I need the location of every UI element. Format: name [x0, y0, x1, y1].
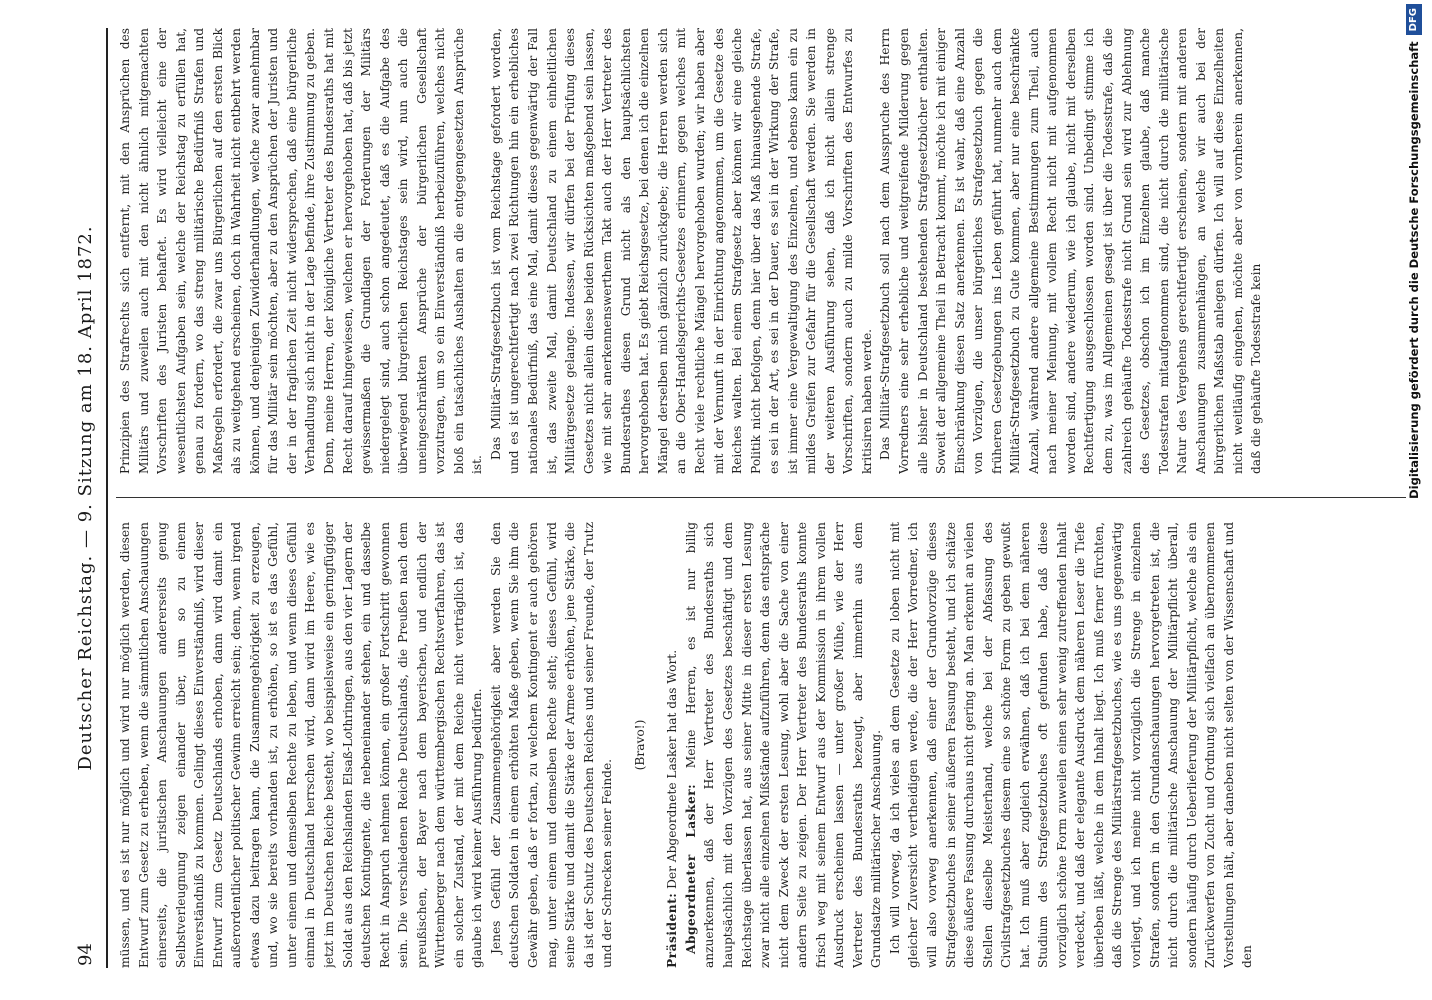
credit-text: Digitalisierung gefördert durch die Deutsche Forschungsgemeinschaft	[1407, 41, 1421, 499]
left-column	[116, 522, 1411, 968]
digitization-credit	[1404, 4, 1424, 988]
president-remark	[663, 522, 682, 968]
applause-note: (Bravo!)	[632, 719, 647, 771]
paragraph: Prinzipien des Strafrechts sich entfernt, mit den Ansprüchen des Militärs und zuweilen auch mit den nicht ähnlich mitgemachten Vorschriften des Juristen behaftet. Es wird vielleicht eine der wesentlichsten Aufgaben sein, welche der Reichstag zu erfüllen hat, genau zu fordern, wo das streng militärische Bedürfniß Strafen und Maßregeln erfordert, die zwar uns Bürgerlichen auf den ersten Blick als zu weitgehend erscheinen, doch in Wahrheit nicht entbehrt werden können, und denjenigen Zuwiderhandlungen, welche zwar annehmbar für das Militär sein möchten, aber zu den Ansprüchen der Juristen und der in der fraglichen Zeit nicht widersprechen, daß eine bürgerliche Verhandlung sich nicht in der Lage befinde, ihre Zustimmung zu geben. Denn, meine Herren, der königliche Vertreter des Bundesraths hat mit Recht darauf hingewiesen, welchen er hervorgehoben hat, daß bis jetzt gewissermaßen die Grundlagen der Forderungen der Militärs niedergelegt sind, auch schon angedeutet, daß es die Aufgabe des überwiegend bürgerlichen Reichstages sein wird, nun auch die uneingeschränkten Ansprüche der bürgerlichen Gesellschaft vorzutragen, um so ein Einverständniß herbeizuführen, welches nicht bloß ein tatsächliches Aushalten an die entgegengesetzten Ansprüche ist.	[118, 28, 485, 474]
speech-text: Meine Herren, es ist nur billig anzuerkennen, daß der Herr Vertreter des Bundesraths sich hauptsächlich mit den Vorzügen des Gesetzes beschäftigt und dem Reichstage überlassen hat, aus seiner Mitte in dieser ersten Lesung zwar nicht alle einzelnen Mißstände aufzuführen, denn das entspräche nicht dem Zweck der ersten Lesung, wohl aber die Sache von einer andern Seite zu zeigen. Der Herr Vertreter des Bundesraths konnte frisch weg mit seinem Entwurf aus der Kommission in ihrem vollen Ausdruck erscheinen lassen — unter großer Mühe, wie der Herr Vertreter des Bundesraths bezeugt, aber immerhin aus dem Grundsatze militärischer Anschauung.	[683, 522, 884, 968]
paragraph: müssen, und es ist nur möglich und wird nur möglich werden, diesen Entwurf zum Gesetz zu erheben, wenn die sämmtlichen Anschauungen einerseits, die juristischen Anschauungen andererseits genug Selbstverleugnung zeigen einander über, um so zu einem Einverständniß zu kommen. Gelingt dieses Einverständniß, wird dieser Entwurf zum Gesetz Deutschlands erhoben, dann wird damit ein außerordentlicher politischer Gewinn erreicht sein; denn, wenn irgend etwas dazu beitragen kann, die Zusammengehörigkeit zu erzeugen, und, wo sie bereits vorhanden ist, zu erhöhen, so ist es das Gefühl, unter einem und demselben Rechte zu leben, und wenn dieses Gefühl einmal in Deutschland herrschen wird, dann wird im Heere, wie es jetzt im Deutschen Reiche besteht, wo beispielsweise ein geringfügiger Soldat aus den Reichslanden Elsaß-Lothringen, aus den vier Lagern der deutschen Kontingente, die nebeneinander stehen, ein und dasselbe Recht in Anspruch nehmen können, ein großer Fortschritt gewonnen sein. Die verschiedenen Reiche Deutschlands, die Preußen nach dem preußischen, der Bayer nach dem bayerischen, und endlich der Württemberger nach dem württembergischen Rechtsverfahren, das ist ein solcher Zustand, der mit dem Reiche nicht verträglich ist, das glaube ich wird keiner Ausführung bedürfen.	[118, 522, 485, 968]
dfg-logo: DFG	[1406, 4, 1422, 35]
page-number: 94	[75, 943, 96, 966]
lasker-speech	[682, 522, 886, 968]
rotated-page	[66, 28, 1414, 968]
paragraph: Das Militär-Strafgesetzbuch soll nach dem Ausspruche des Herrn Vorredners eine sehr erhebliche und weitgreifende Milderung gegen alle bisher in Deutschland bestehenden Strafgesetzbücher enthalten. Soweit der allgemeine Theil in Betracht kommt, möchte ich mit einiger Einschränkung diesen Satz anerkennen. Es ist wahr, daß eine Anzahl von Vorzügen, die unser bürgerliches Strafgesetzbuch gegen die früheren Gesetzgebungen ins Leben geführt hat, nunmehr auch dem Militär-Strafgesetzbuch zu Gute kommen, aber nur eine beschränkte Anzahl, während andere allgemeine Bestimmungen zum Theil, auch nach meiner Meinung, mit vollem Recht nicht mit aufgenommen worden sind, andere wiederum, wie ich glaube, nicht mit derselben Rechtfertigung ausgeschlossen worden sind. Unbedingt stimme ich dem zu, was im Allgemeinen gesagt ist über die Todesstrafe, daß die zahlreich gehäufte Todesstrafe nicht Grund sein wird zur Ablehnung des Gesetzes, obschon ich im Einzelnen glaube, daß manche Todesstrafen mitaufgenommen sind, die nicht durch die militärische Natur des Vergehens gerechtfertigt erscheinen, sondern mit anderen Anschauungen zusammenhängen, an welche wir auch bei der bürgerlichen Maßstab anlegen dürfen. Ich will auf diese Einzelheiten nicht weitläufig eingehen, möchte aber von vornherein anerkennen, daß die gehäufte Todesstrafe kein	[878, 28, 1264, 474]
column-divider	[116, 497, 1406, 498]
page-title: Deutscher Reichstag. — 9. Sitzung am 18. April 1872.	[75, 225, 96, 771]
running-head	[66, 28, 108, 968]
president-text: Der Abgeordnete Lasker hat das Wort.	[665, 649, 680, 893]
right-column	[116, 28, 1411, 474]
speaker-label: Präsident:	[665, 892, 680, 968]
paragraph: Das Militär-Strafgesetzbuch ist vom Reichstage gefordert worden, und es ist ungerechtfertigt nach zwei Richtungen hin ein erhebliches nationales Bedürfniß, das eine Mal, damit dieses gegenwärtig der Fall ist, das zweite Mal, damit Deutschland zu einem einheitlichen Militärgesetze gelange. Indessen, wir dürfen bei der Prüfung dieses Gesetzes nicht allein diese beiden Rücksichten maßgebend sein lassen, wie mit sehr anerkennenswerthem Takt auch der Herr Vertreter des Bundesrathes diesen Grund nicht als den hauptsächlichsten hervorgehoben hat. Es giebt Reichsgesetze, bei denen ich die einzelnen Mängel derselben mich gänzlich zurückgebe; die Herren werden sich an die Ober-Handelsgerichts-Gesetzes erinnern, gegen welches mit Recht viele rechtliche Mängel hervorgehoben wurden; wir haben aber mit der Vernunft in der Einrichtung angenommen, um die Gesetze des Reiches walten. Bei einem Strafgesetz aber können wir eine gleiche Politik nicht befolgen, denn hier über das Maß hinausgehende Strafe, es sei in der Art, es sei in der Dauer, es sei in der Wirkung der Strafe, ist immer eine Vergewaltigung des Einzelnen, und ebenso kann ein zu mildes Greifen zur Gefahr für die Gesellschaft werden. Sie werden in der weiteren Ausführung sehen, daß ich nicht allein strenge Vorschriften, sondern auch zu milde Vorschriften des Entwurfes zu kritisiren haben werde.	[488, 28, 874, 474]
paragraph: Ich will vorweg, da ich vieles an dem Gesetze zu loben nicht mit gleicher Zuversicht vertheidigen werde, die der Herr Vorredner, ich will also vorweg anerkennen, daß einer der Grundvorzüge dieses Strafgesetzbuches in seiner äußeren Fassung besteht, und ich schätze diese äußere Fassung durchaus nicht gering an. Man erkennt an vielen Stellen dieselbe Meisterhand, welche bei der Abfassung des Civilstrafgesetzbuches diesem eine so schöne Form zu geben gewußt hat. Ich muß aber zugleich erwähnen, daß ich bei dem näheren Studium des Strafgesetzbuches oft gefunden habe, daß diese vorzüglich schöne Form zuweilen einen sehr wenig zutreffenden Inhalt verdeckt, und daß der elegante Ausdruck dem näheren Leser die Tiefe überleben läßt, welche in dem Inhalt liegt. Ich muß ferner fürchten, daß die Strenge des Militärstrafgesetzbuches, wie es uns gegenwärtig vorliegt, und ich meine nicht vorzüglich die Strenge in einzelnen Strafen, sondern in den Grundanschauungen hervorgetreten ist, die nicht durch die militärische Anschauung der Militärpflicht überall, sondern häufig durch Ueberlieferung der Militärpflicht, welche als ein Zurückwerfen von Zucht und Ordnung sich vielfach an übernommenen Vorstellungen hält, aber daneben nicht selten von der Wissenschaft und den	[887, 522, 1255, 968]
paragraph: Jenes Gefühl der Zusammengehörigkeit aber werden Sie den deutschen Soldaten in einem erhöhten Maße geben, wenn Sie ihm die Gewähr geben, daß er fortan, zu welchem Kontingent er auch gehören mag, unter einem und demselben Rechte steht; dieses Gefühl, wird seine Stärke und damit die Stärke der Armee erhöhen, jene Stärke, die da ist der Schutz des Deutschen Reiches und seiner Freunde, der Trutz und der Schrecken seiner Feinde.	[488, 522, 615, 968]
speaker-label: Abgeordneter Lasker:	[683, 783, 698, 954]
